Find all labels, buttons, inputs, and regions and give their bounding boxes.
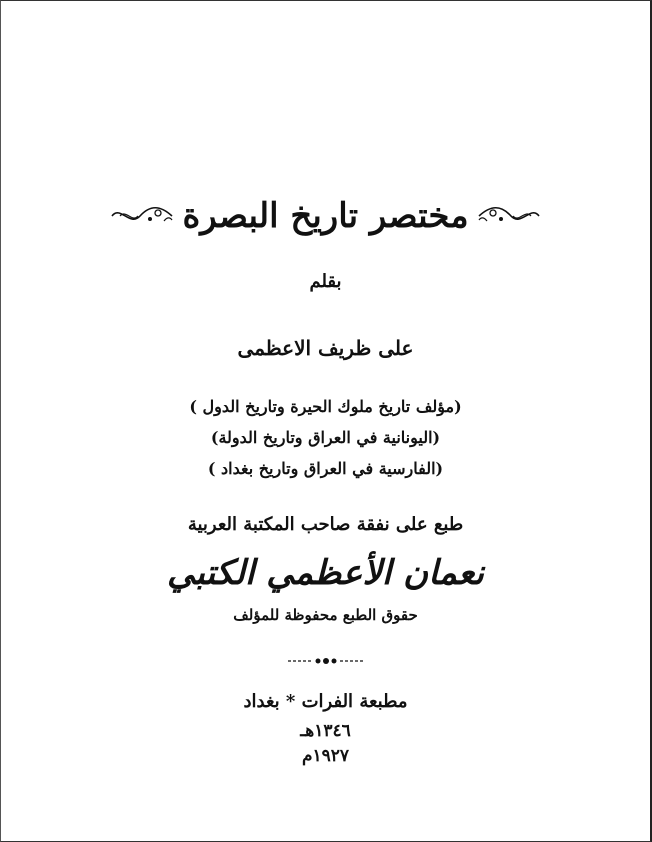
printed-at-expense: طبع على نفقة صاحب المكتبة العربية: [187, 514, 464, 535]
works-line-1: (مؤلف تاريخ ملوك الحيرة وتاريخ الدول ): [189, 397, 462, 416]
divider-ornament-icon: [286, 656, 366, 666]
book-title: مختصر تاريخ البصرة: [182, 196, 469, 236]
year-gregorian: ١٩٢٧م: [301, 746, 350, 766]
author-name: على ظريف الاعظمى: [237, 336, 414, 360]
left-ornament-icon: [110, 203, 174, 229]
works-line-3: (الفارسية في العراق وتاريخ بغداد ): [207, 459, 444, 478]
press-line: مطبعة الفرات * بغداد: [243, 691, 408, 712]
year-hijri: ١٣٤٦هـ: [300, 721, 351, 741]
rights-notice: حقوق الطبع محفوظة للمؤلف: [233, 606, 418, 624]
works-line-2: (اليونانية في العراق وتاريخ الدولة): [210, 428, 441, 447]
ornamental-divider: [1, 656, 650, 666]
title-row: [1, 196, 650, 236]
byline: بقلم: [309, 271, 342, 292]
publisher-name: نعمان الأعظمي الكتبي: [167, 553, 484, 593]
right-ornament-icon: [477, 203, 541, 229]
